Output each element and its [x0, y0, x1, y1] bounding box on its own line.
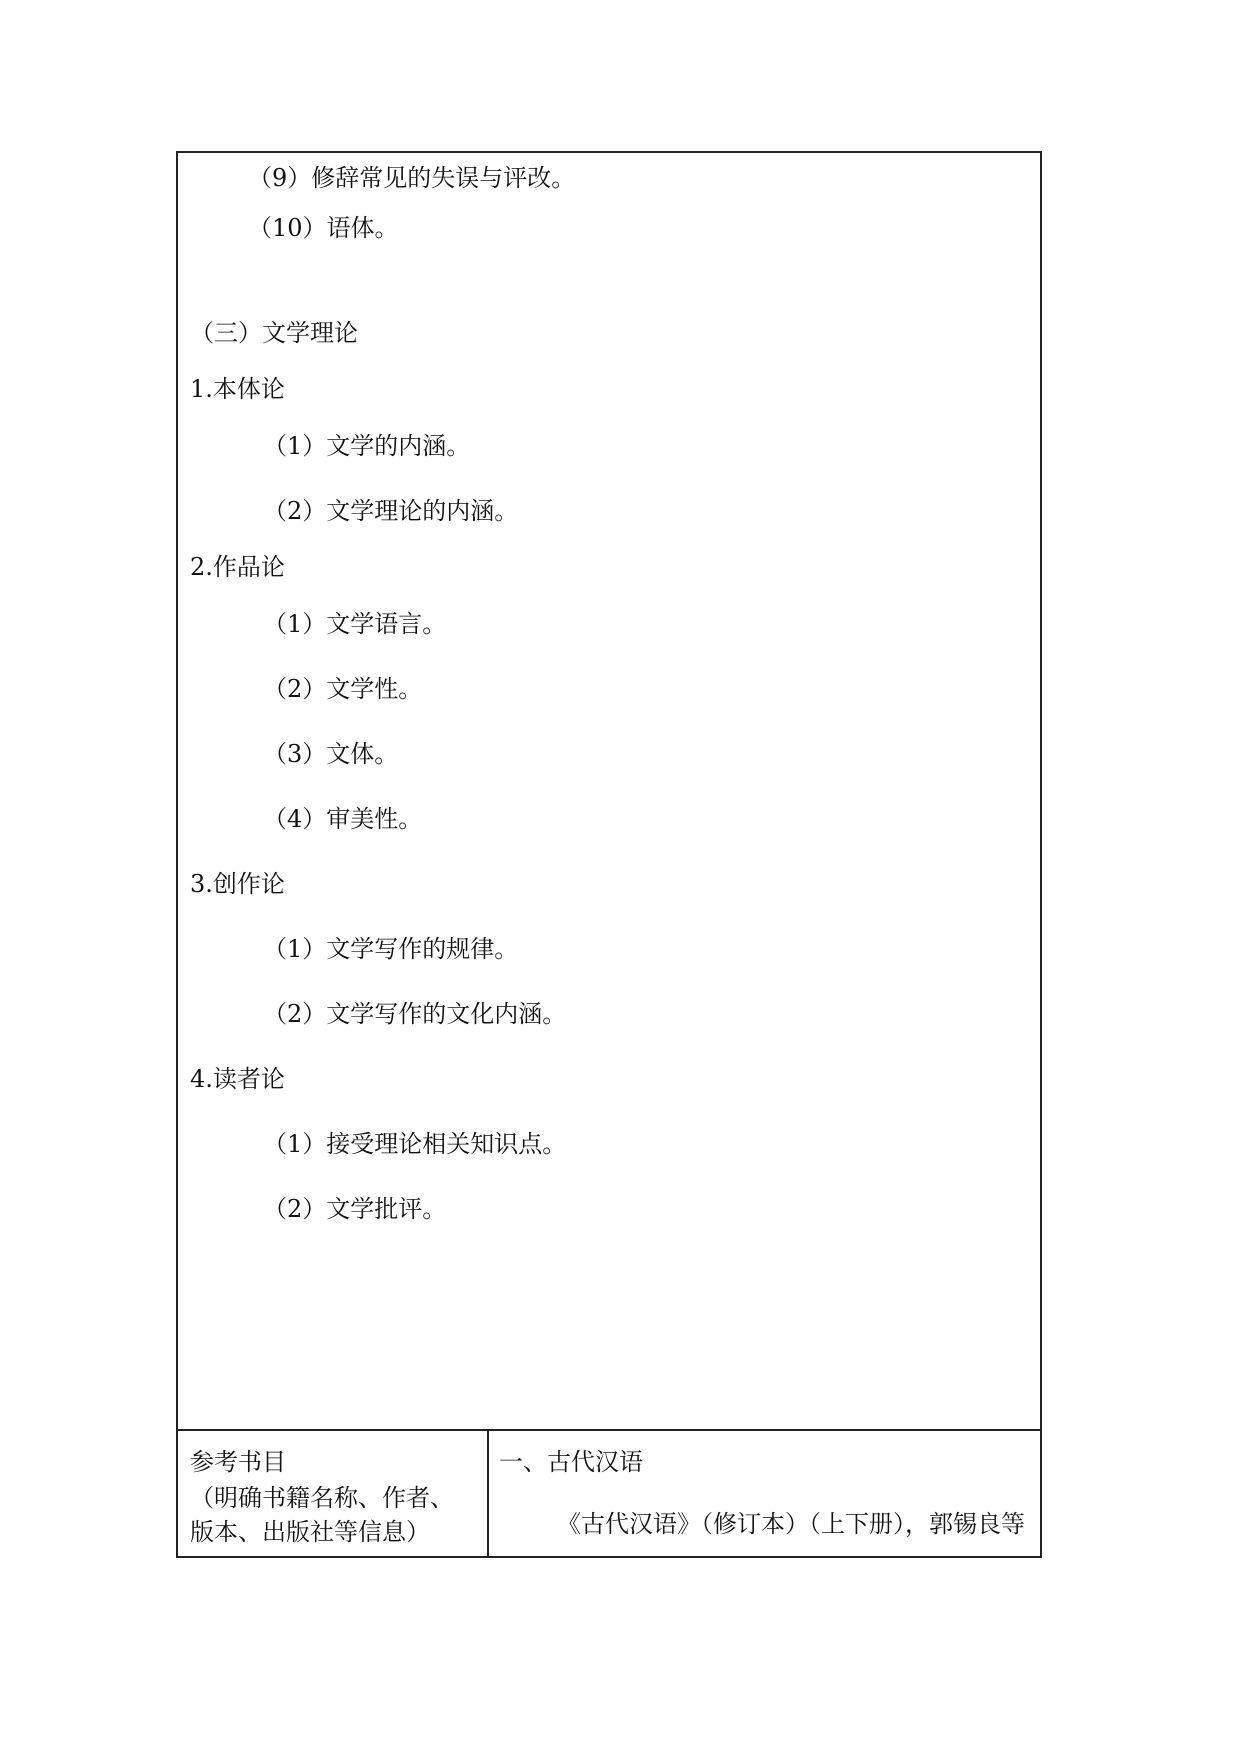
content-cell [178, 153, 1040, 1431]
list-item: （1）文学写作的规律。 [263, 935, 519, 963]
references-heading: 一、古代汉语 [499, 1448, 643, 1476]
list-item: （2）文学写作的文化内涵。 [263, 1000, 567, 1028]
section-heading: （三）文学理论 [190, 319, 358, 347]
list-item: （2）文学批评。 [263, 1195, 447, 1223]
list-item: （9）修辞常见的失误与评改。 [248, 164, 576, 192]
list-item: （1）文学语言。 [263, 610, 447, 638]
references-label-cell [178, 1431, 489, 1558]
list-item: （1）接受理论相关知识点。 [263, 1130, 567, 1158]
list-item: （3）文体。 [263, 740, 399, 768]
list-item: （4）审美性。 [263, 805, 423, 833]
references-label-title: 参考书目 [190, 1448, 286, 1476]
list-item: （10）语体。 [248, 214, 399, 242]
list-item: （2）文学理论的内涵。 [263, 497, 519, 525]
subsection-heading: 2.作品论 [190, 553, 285, 581]
list-item: （2）文学性。 [263, 675, 423, 703]
references-label-note: （明确书籍名称、作者、 [190, 1484, 454, 1512]
reference-entry: 《古代汉语》（修订本）（上下册），郭锡良等 [557, 1510, 1025, 1538]
document-table [176, 151, 1042, 1558]
references-label-note: 版本、出版社等信息） [190, 1518, 430, 1546]
list-item: （1）文学的内涵。 [263, 432, 471, 460]
subsection-heading: 3.创作论 [190, 870, 285, 898]
references-content-cell [489, 1431, 1040, 1558]
subsection-heading: 1.本体论 [190, 375, 285, 403]
subsection-heading: 4.读者论 [190, 1065, 285, 1093]
